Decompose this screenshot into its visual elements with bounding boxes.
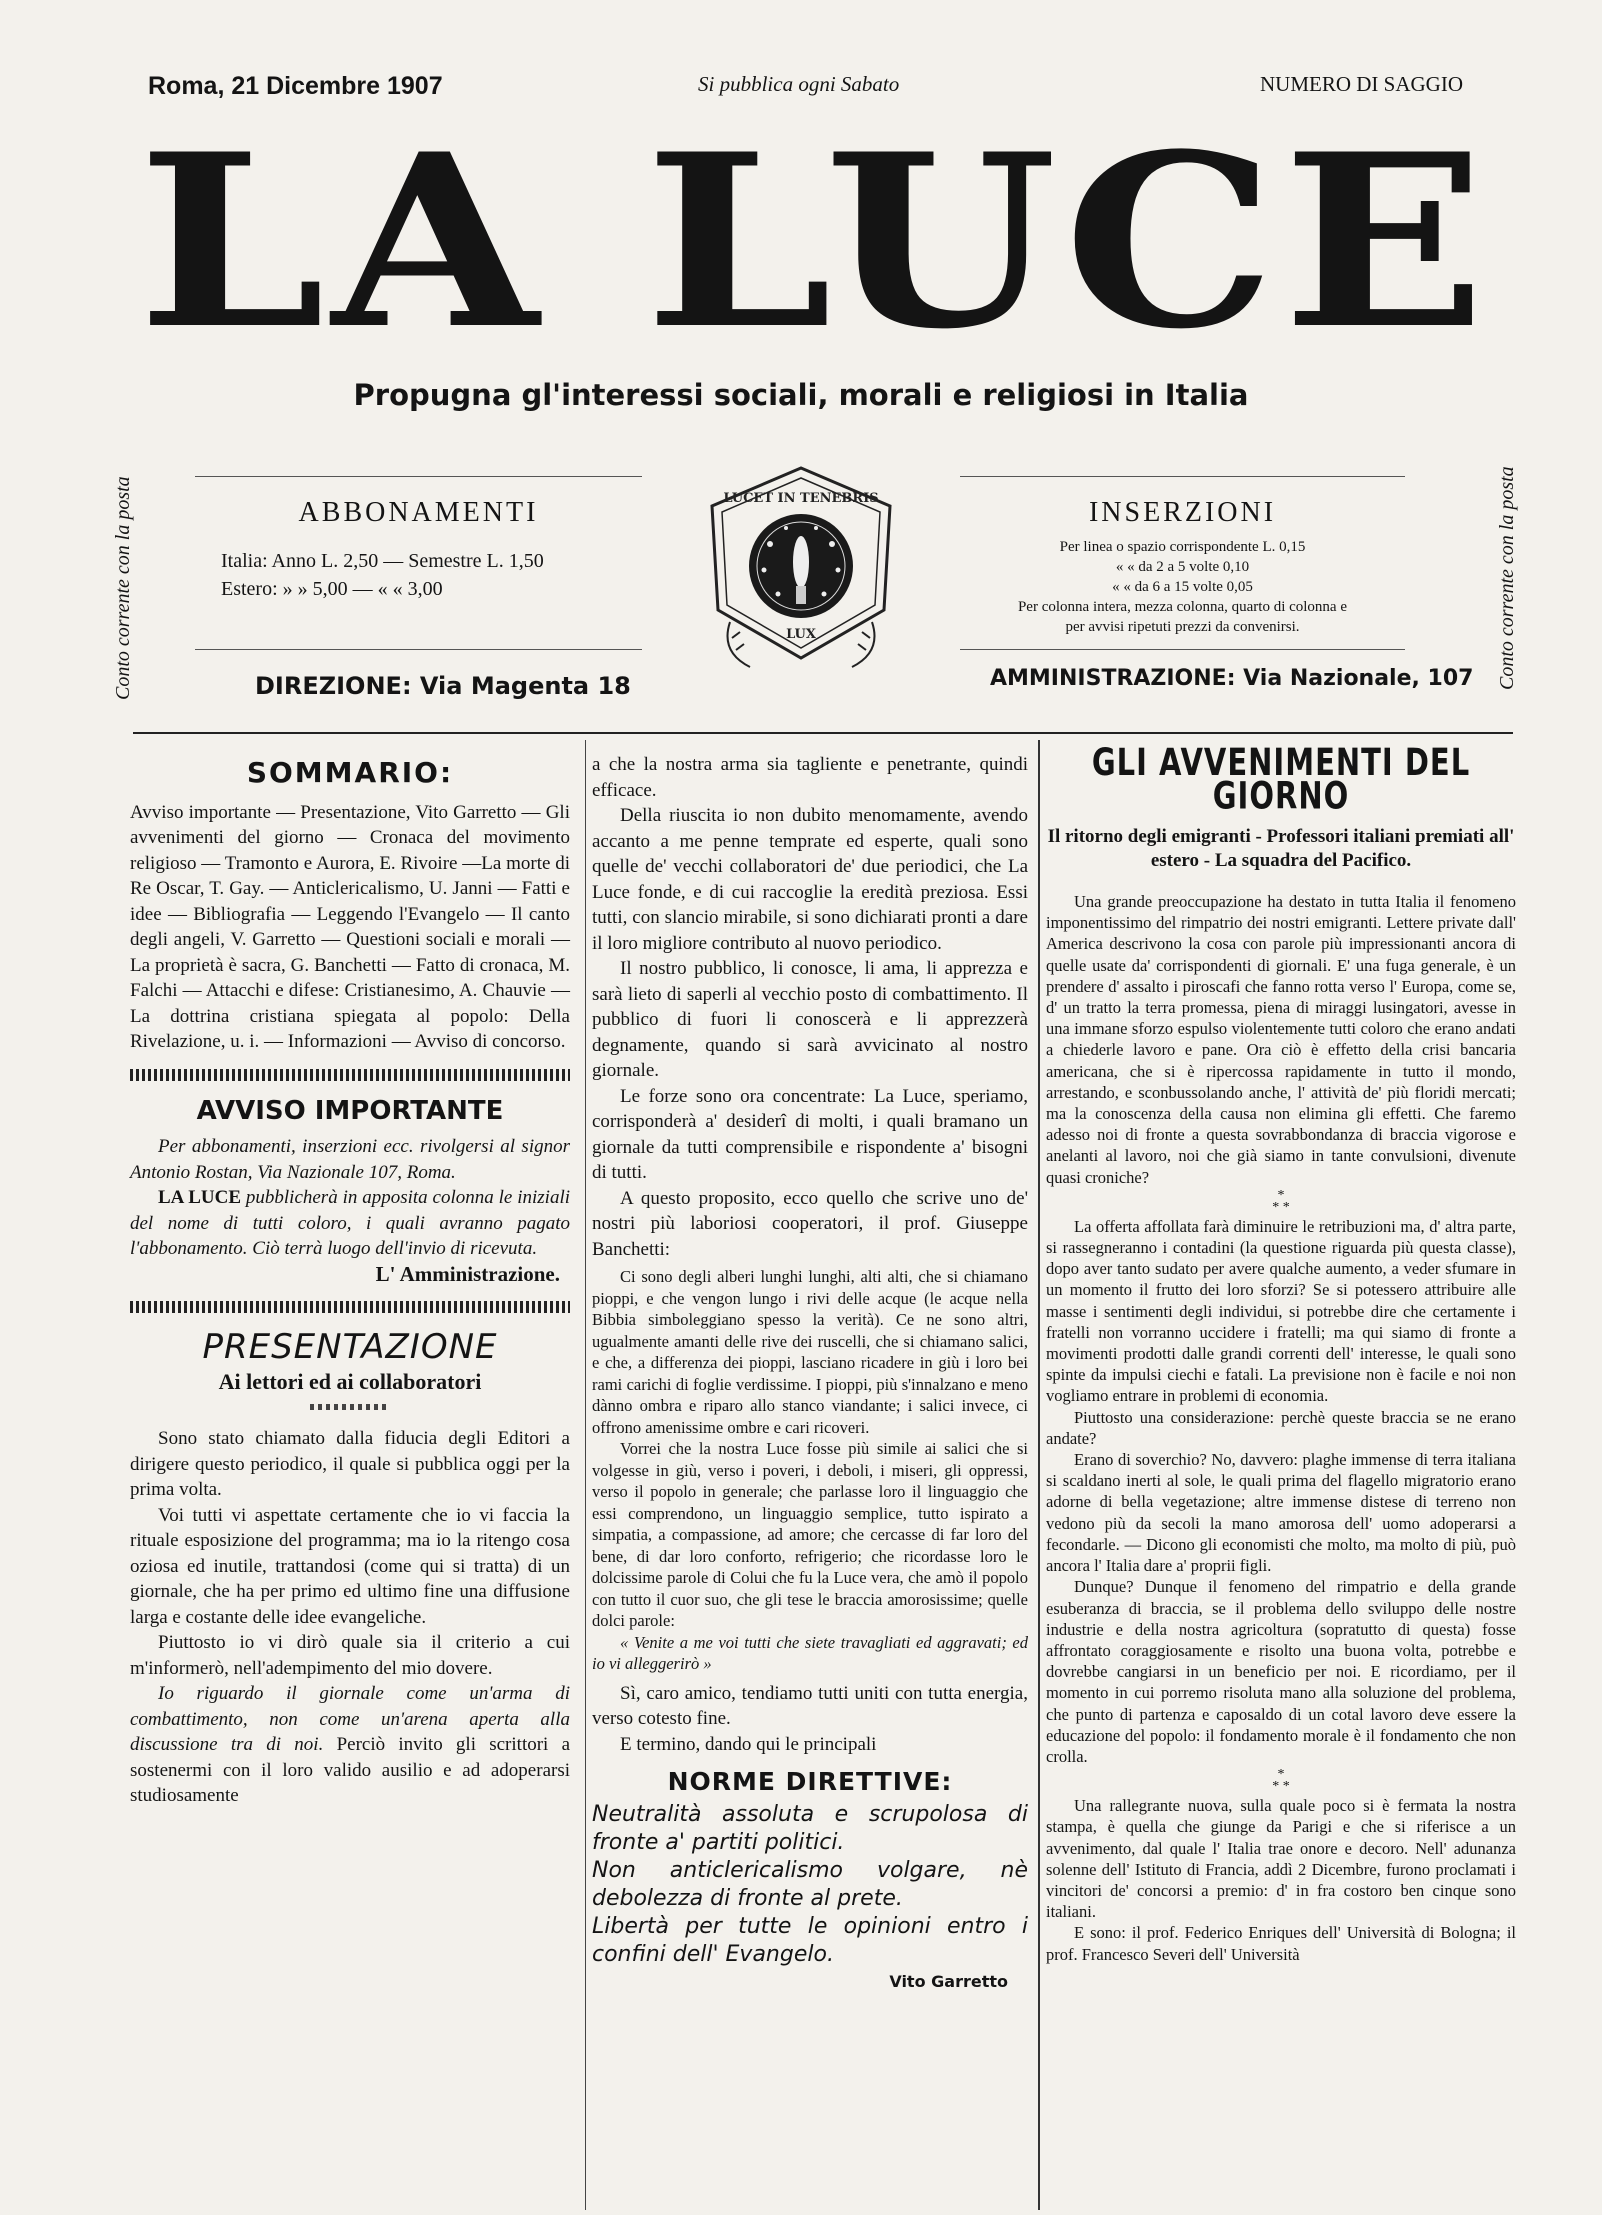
norma-3: Libertà per tutte le opinioni entro i confini dell' Evangelo.: [592, 1913, 1028, 1967]
side-note-right: Conto corrente con la posta: [1496, 466, 1518, 690]
inserzioni-line: per avvisi ripetuti prezzi da convenirsi.: [1065, 619, 1300, 635]
col3-p5: Dunque? Dunque il fenomeno del rimpatrio e della grande esuberanza di braccia, se il problema dello sviluppo delle nostre industrie e della nostra agricoltura (sopratutto di questa) fosse affrontato coraggiosamente e risolto una buona volta, potrebbe e dovrebbe cangiarsi in un beneficio per noi. E ricordiamo, per il momento in cui porremo risoluta mano alla soluzione del problema, che punto di partenza e caposaldo di un cotal lavoro deve essere la educazione del popolo: il fondamento morale è il fondamento che non crolla.: [1046, 1577, 1516, 1766]
presentazione-p3: Piuttosto io vi dirò quale sia il criterio a cui m'informerò, nell'adempimento del mio dovere.: [130, 1632, 570, 1679]
norma-1: Neutralità assoluta e scrupolosa di fronte a' partiti politici.: [592, 1801, 1028, 1855]
abbonamenti-row-italia: Italia: Anno L. 2,50 — Semestre L. 1,50: [221, 550, 544, 572]
abbonamenti-title: ABBONAMENTI: [298, 497, 539, 528]
avvenimenti-subtitle: Il ritorno degli emigranti - Professori italiani premiati all' estero - La squadra del Pacifico.: [1047, 826, 1515, 871]
col2-p3: Il nostro pubblico, li conosce, li ama, li apprezza e sarà lieto di saperli al vecchio posto di combattimento. Il pubblico di fuori li conoscerà e li apprezzerà degnamente, quando si sarà avvicinato al nostro giornale.: [592, 958, 1028, 1081]
presentazione-p4-italic: Io riguardo il giornale come un'arma di combattimento, non come un'arena aperta alla discussione tra di noi.: [130, 1683, 570, 1755]
emblem-motto: LUCET IN TENEBRIS: [723, 491, 879, 506]
quote-p3: « Venite a me voi tutti che siete travagliati ed aggravati; ed io vi alleggerirò »: [592, 1632, 1028, 1673]
ornament-divider: [130, 1301, 570, 1313]
col3-p7: E sono: il prof. Federico Enriques dell' Università di Bologna; il prof. Francesco Severi dell' Università: [1046, 1923, 1516, 1964]
column-rule-1: [585, 740, 586, 2210]
inserzioni-line: Per linea o spazio corrispondente L. 0,15: [1059, 539, 1306, 555]
inserzioni-line: Per colonna intera, mezza colonna, quarto di colonna e: [1017, 599, 1348, 615]
presentazione-p4: Perciò invito gli scrittori a sostenermi con il loro valido ausilio e ad adoperarsi studiosamente: [130, 1734, 571, 1806]
small-ornament: [310, 1404, 390, 1410]
direzione-address: DIREZIONE: Via Magenta 18: [255, 672, 631, 700]
avviso-signature: L' Amministrazione.: [375, 1261, 560, 1286]
inserzioni-line: « « da 6 a 15 volte 0,05: [1112, 579, 1253, 595]
col3-p4: Erano di soverchio? No, davvero: plaghe immense di terra italiana si scaldano inerti al sole, le quali prima del flagello migratorio erano adorne di bella vegetazione; altre immense distese di terreno non vedono più da secoli la mano amorosa dell' uomo adoperarsi a fecondarle. — Dicono gli economisti che molto, ma molto di più, può ancora l' Italia dare a' proprii figli.: [1046, 1450, 1516, 1576]
col2-p4: Le forze sono ora concentrate: La Luce, speriamo, corrisponderà a' desiderî di molti, i quali bramano un giornale da tutti comprensibile e rispondente a' bisogni di tutti.: [592, 1085, 1028, 1183]
avviso-text: Per abbonamenti, inserzioni ecc. rivolgersi al signor Antonio Rostan, Via Nazionale 107, Roma.: [130, 1136, 570, 1183]
masthead-motto: Propugna gl'interessi sociali, morali e religiosi in Italia: [353, 378, 1249, 412]
presentazione-p2: Voi tutti vi aspettate certamente che io vi faccia la rituale esposizione del programma; ma io la ritengo cosa oziosa ed inutile, trattandosi (come qui si tratta) di un giornale, che ha per primo ed ultimo fine una diffusione larga e costante delle idee evangeliche.: [130, 1504, 570, 1628]
star-separator: * * *: [1272, 1187, 1290, 1215]
candle-flame-icon: [793, 536, 809, 588]
presentazione-subtitle: Ai lettori ed ai collaboratori: [218, 1368, 482, 1394]
abbonamenti-row-estero: Estero: » » 5,00 — « « 3,00: [221, 578, 443, 600]
inserzioni-title: INSERZIONI: [1088, 497, 1277, 528]
ornament-divider: [130, 1069, 570, 1081]
col2-p2: Della riuscita io non dubito menomamente, avendo accanto a me penne temprate ed esperte, quali sono quelle de' vecchi collaboratori de' due periodici, che La Luce fonde, e di cui raccoglie la eredità preziosa. Essi tutti, con slancio mirabile, si sono dichiarati pronti a dare il loro migliore contributo al nuovo periodico.: [592, 805, 1028, 954]
date-line: Roma, 21 Dicembre 1907: [148, 72, 443, 100]
frequency-line: Si pubblica ogni Sabato: [698, 72, 900, 96]
lucet-in-tenebris-emblem: [700, 462, 902, 684]
presentazione-title: PRESENTAZIONE: [202, 1327, 498, 1367]
sommario-title: SOMMARIO:: [246, 756, 454, 789]
presentazione-p1: Sono stato chiamato dalla fiducia degli Editori a dirigere questo periodico, il quale si pubblica oggi per la prima volta.: [130, 1428, 570, 1500]
issue-label: NUMERO DI SAGGIO: [1260, 72, 1463, 96]
col3-p6: Una rallegrante nuova, sulla quale poco si è fermata la nostra stampa, è quella che giunge da Parigi e che si riferisce a un avvenimento, dal quale l' Italia trae onore e decoro. Nell' adunanza solenne dell' Istituto di Francia, addì 2 Dicembre, furono proclamati i vincitori de' concorsi a premio: d' in fra costoro ben cinque sono italiani.: [1046, 1796, 1516, 1922]
col2-p5: A questo proposito, ecco quello che scrive uno de' nostri più laboriosi cooperatori, il prof. Giuseppe Banchetti:: [592, 1187, 1028, 1260]
avvenimenti-title: GLI AVVENIMENTI DEL GIORNO: [1091, 739, 1471, 818]
amministrazione-address: AMMINISTRAZIONE: Via Nazionale, 107: [990, 666, 1474, 691]
avviso-title: AVVISO IMPORTANTE: [196, 1095, 504, 1126]
column-1: [130, 752, 570, 1809]
top-line: [148, 72, 1463, 106]
col2-p6: Sì, caro amico, tendiamo tutti uniti con tutta energia, verso cotesto fine.: [592, 1682, 1028, 1729]
inserzioni-line: « « da 2 a 5 volte 0,10: [1115, 559, 1250, 575]
col2-p1: a che la nostra arma sia tagliente e penetrante, quindi efficace.: [592, 754, 1028, 801]
avviso-text-2: pubblicherà in apposita colonna le iniziali del nome di tutti coloro, i quali avranno pagato l'abbonamento. Ciò terrà luogo dell'invio di ricevuta.: [130, 1187, 570, 1259]
col3-p1: Una grande preoccupazione ha destato in tutta Italia il fenomeno imponentissimo del rimpatrio dei nostri emigranti. Lettere private dall' America descrivono la cosa con parole più impressionanti ancora di quelle usate da' corrispondenti di giornali. E' una fuga generale, è un prendere d' assalto i piroscafi che fanno rotta verso l' Europa, come se, d' un tratto la terra promessa, piena di miraggi lusingatori, avesse in una immane sforzo espulso violentemente tutti coloro che erano andati a chiederle lavoro e pane. Ora ciò è effetto della crisi bancaria americana, che si è ripercossa rapidamente in tutto il mondo, arrestando, e sconbussolando anche, l' attività de' più floridi mercati; ma la conoscenza della causa non elimina gli effetti. Che faremo adesso noi di fronte a questa sovrabbondanza di braccia vigorose e anelanti al lavoro, noi che già siamo in tante convulsioni, divenute quasi croniche?: [1046, 892, 1516, 1187]
masthead-title: LA LUCE: [137, 103, 1493, 382]
header-rule: [133, 732, 1513, 734]
norma-2: Non anticlericalismo volgare, nè debolezza di fronte al prete.: [592, 1857, 1028, 1911]
column-rule-2: [1038, 740, 1040, 2210]
inserzioni-box: [960, 476, 1405, 650]
quote-p1: Ci sono degli alberi lunghi lunghi, alti alti, che si chiamano pioppi, e che vengon lungo i rivi delle acque (le acque nella Bibbia simboleggiano spesso la verità). Ce ne sono altri, ugualmente amanti delle rive dei ruscelli, che si chiamano salici, e che, a differenza dei pioppi, lasciano ricadere in giù i loro bei rami carichi di foglie verdissime. I pioppi, più s'innalzano e meno dànno ombra e riparo allo stanco viandante; i salici invece, ci offrono amenissime ombre e cari ricoveri.: [592, 1267, 1028, 1437]
col2-signature: Vito Garretto: [889, 1971, 1008, 1991]
avviso-lead: LA LUCE: [158, 1187, 242, 1208]
side-note-left: Conto corrente con la posta: [112, 476, 134, 700]
quote-p2: Vorrei che la nostra Luce fosse più simile ai salici che si volgesse in giù, verso i poveri, i deboli, i miseri, gli oppressi, verso il popolo in generale; che parlasse loro il linguaggio che essi comprendono, un linguaggio semplice, tutto ispirato a simpatia, a compassione, ad amore; che cercasse di far loro del bene, di dar loro conforto, refrigerio; che ricordasse loro le dolcissime parole di Colui che fu la Luce vera, che amò il popolo con tutto il cuor suo, che gli tese le braccia amorosissime; quelle dolci parole:: [592, 1439, 1028, 1630]
column-2: [592, 752, 1028, 1994]
emblem-lux: LUX: [786, 627, 816, 642]
col3-p2: La offerta affollata farà diminuire le retribuzioni ma, d' altra parte, si rassegneranno i contadini (la questione riguarda più questa classe), dopo aver tanto sudato per avere qualche aumento, a veder sfumare in un momento il frutto dei loro sforzi? Se si potessero attribuire alle masse i sentimenti degli individui, si potrebbe dire che certamente i fratelli non vorranno uccidere i fratelli; ma qui siamo di fronte a movimenti prodotti dalle grandi correnti dell' interesse, le quali sono spinte da impulsi ciechi e fatali. La previsione non è facile e noi non vogliamo entrare in problemi di economia.: [1046, 1216, 1516, 1406]
col2-p7: E termino, dando qui le principali: [620, 1733, 877, 1755]
col3-p3: Piuttosto una considerazione: perchè queste braccia se ne erano andate?: [1046, 1407, 1516, 1448]
sommario-text: Avviso importante — Presentazione, Vito Garretto — Gli avvenimenti del giorno — Cronaca del movimento religioso — Tramonto e Aurora, E. Rivoire —La morte di Re Oscar, T. Gay. — Anticlericalismo, U. Janni — Fatti e idee — Bibliografia — Leggendo l'Evangelo — Il canto degli angeli, V. Garretto — Questioni sociali e morali — La proprietà è sacra, G. Banchetti — Fatto di cronaca, M. Falchi — Attacchi e difese: Cristianesimo, A. Chauvie — La dottrina cristiana spiegata al popolo: Della Rivelazione, u. i. — Informazioni — Avviso di concorso.: [130, 801, 570, 1052]
norme-title: NORME DIRETTIVE:: [667, 1767, 953, 1796]
column-3: [1046, 739, 1516, 1965]
star-separator: * * *: [1272, 1767, 1290, 1795]
abbonamenti-box: [195, 476, 642, 650]
